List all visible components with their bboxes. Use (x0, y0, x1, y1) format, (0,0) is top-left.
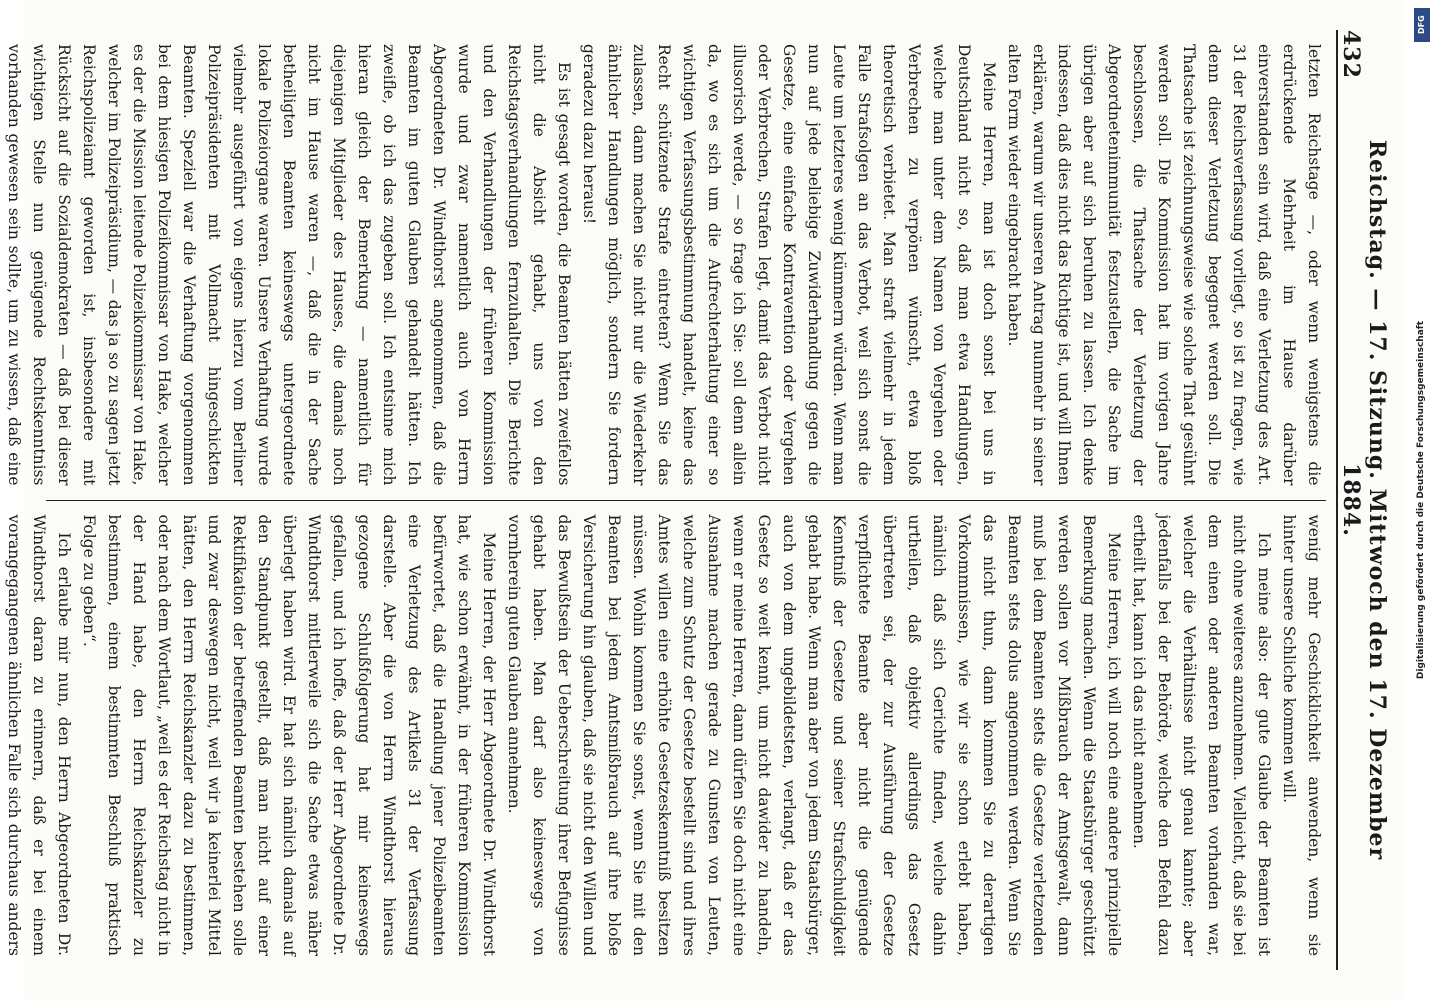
dfg-logo: DFG (1414, 8, 1430, 42)
page-number: 432 (1338, 30, 1364, 79)
running-head: Reichstag. — 17. Sitzung. Mittwoch den 17. Dezember 1884. (1338, 139, 1390, 861)
paragraph: Ich meine also: der gute Glaube der Beamten ist nicht ohne weiteres anzunehmen. Vielleicht, daß sie bei dem einen oder anderen Beamten vorhanden war, welcher die Verhältnisse nicht genau kannte; aber jedenfalls bei der Behörde, welche den Befehl dazu ertheilt hat, kann ich das nicht annehmen. (1130, 514, 1273, 956)
text-columns (5, 30, 1326, 970)
column-right (5, 500, 1326, 971)
paragraph: Meine Herren, ich will noch eine andere prinzipielle Bemerkung machen. Wenn die Staatsbürger geschützt werden sollen vor Mißbrauch der Amtsgewalt, dann muß bei dem Beamten stets die Gesetze verletzenden Beamten stets dolus angenommen werden. Wenn Sie das nicht thun, dann kommen Sie zu derartigen Vorkommnissen, wie wir sie schon erlebt haben, nämlich daß sich Gerichte finden, welche dahin urtheilen, daß objektiv allerdings das Gesetz übertreten sei, der zur Ausführung der Gesetze verpflichtete Beamte aber nicht die genügende Kenntniß der Gesetze und seiner Strafschuldigkeit gehabt habe. Wenn man aber von jedem Staatsbürger, auch von dem ungebildetsten, verlangt, daß er das Gesetz so weit kennt, um nicht dawider zu handeln, wenn er meine Herren, dann dürfen Sie doch nicht eine Ausnahme machen gerade zu Gunsten von Leuten, welche zum Schutz der Gesetze bestellt sind und ihres Amtes willen eine erhöhte Gesetzeskenntniß besitzen müssen. Wohin kommen Sie sonst, wenn Sie mit den Beamten bei jedem Amtsmißbrauch auf ihre bloße Versicherung hin glauben, daß sie nicht den Willen und das Bewußtsein der Ueberschreitung ihrer Befugnisse gehabt haben. Man darf also keineswegs von vornherein guten Glauben annehmen. (505, 514, 1123, 956)
page-header (1336, 30, 1390, 970)
newspaper-page (5, 0, 1404, 1000)
funding-note: Digitalisierung gefördert durch die Deutsche Forschungsgemeinschaft (1416, 320, 1426, 680)
paragraph: Es ist gesagt worden, die Beamten hätten zweifellos nicht die Absicht gehabt, uns von den Reichstagsverhandlungen fernzuhalten. Die Berichte und den Verhandlungen der früheren Kommission wurde und zwar namentlich auch von Herrn Abgeordneten Dr. Windthorst angenommen, daß die Beamten im guten Glauben gehandelt hätten. Ich zweifle, ob ich das zugeben soll. Ich entsinne mich hieran gleich der Bemerkung — namentlich für diejenigen Mitglieder des Hauses, die damals noch nicht im Hause waren —, daß die in der Sache betheiligten Beamten keineswegs untergeordnete lokale Polizeiorgane waren. Unsere Verhaftung wurde vielmehr ausgeführt von eigens hierzu vom Berliner Polizeipräsidenten mit Vollmacht hingeschickten Beamten. Speziell war die Verhaftung vorgenommen bei dem hiesigen Polizeikommissar von Hake, welcher es der die Mission leitende Polizeikommissar von Hake, welcher im Polizeipräsidium, — das ja so zu sagen jetzt Reichspolizeiamt geworden ist, insbesondere mit Rücksicht auf die Sozialdemokraten — daß bei dieser wichtigen Stelle nun genügende Rechtskenntniss vorhanden gewesen sein sollte, um zu wissen, daß eine (5, 44, 573, 486)
digitization-footer (1410, 0, 1432, 1000)
paragraph: Meine Herren, der Herr Abgeordnete Dr. Windthorst hat, wie schon erwähnt, in der früheren Kommission befürwortet, daß die Handlung jener Polizeibeamten eine Verletzung des Artikels 31 der Verfassung darstelle. Aber die von Herrn Windthorst hieraus gezogene Schlußfolgerung hat mir keineswegs gefallen, und ich hoffe, daß der Herr Abgeordnete Dr. Windthorst mittlerweile sich die Sache etwas näher überlegt haben wird. Er hat sich nämlich damals auf den Standpunkt gestellt, daß man nicht auf einer Rektifikation der betreffenden Beamten bestehen solle und zwar deswegen nicht, weil wir ja keinerlei Mittel hätten, den Herrn Reichskanzler dazu zu bestimmen, oder nach dem Wortlaut, „weil es der Reichstag nicht in der Hand habe, den Herrn Reichskanzler zu bestimmen, einem bestimmten Beschluß praktisch Folge zu geben“. (80, 514, 498, 956)
column-left (5, 30, 1326, 500)
paragraph: wenig mehr Geschicklichkeit anwenden, wenn sie hinter unsere Schliche kommen will. (1280, 514, 1323, 956)
paragraph: Ich erlaube mir nun, den Herrn Abgeordneten Dr. Windthorst daran zu erinnern, daß er bei einem vorangegangenen ähnlichen Falle sich durchaus anders (5, 514, 73, 956)
paragraph: Meine Herren, man ist doch sonst bei uns in Deutschland nicht so, daß man etwa Handlungen, welche man unter dem Namen von Vergehen oder Verbrechen zu verpönen wünscht, etwa bloß theoretisch verbietet. Man straft vielmehr in jedem Falle Strafsolgen an das Verbot, weil sich sonst die Leute um letzteres wenig kümmern würden. Wenn man nun auf jede beliebige Zuwiderhandlung gegen die Gesetze, eine einfache Kontravention oder Vergehen oder Verbrechen, Strafen legt, damit das Verbot nicht illusorisch werde, — so frage ich Sie: soll denn allein da, wo es sich um die Aufrechterhaltung einer so wichtigen Verfassungsbestimmung handelt, keine das Recht schützende Strafe eintreten? Wenn Sie das zulassen, dann machen Sie nicht nur die Wiederkehr ähnlicher Handlungen möglich, sondern Sie fordern geradezu dazu heraus! (580, 44, 998, 486)
paragraph: letzten Reichstage —, oder wenn wenigstens die erdrückende Mehrheit im Hause darüber einverstanden sein wird, daß eine Verletzung des Art. 31 der Reichsverfassung vorliegt, so ist zu fragen, wie denn dieser Verletzung begegnet werden soll. Die Thatsache ist zeichnungsweise wie solche That gesühnt werden soll. Die Kommission hat im vorigen Jahre beschlossen, die Thatsache der Verletzung der Abgeordnetenimmunität festzustellen, die Sache im übrigen aber auf sich beruhen zu lassen. Ich denke indessen, daß dies nicht das Richtige ist, und will Ihnen erklären, warum wir unseren Antrag nunmehr in seiner alten Form wieder eingebracht haben. (1005, 44, 1323, 486)
